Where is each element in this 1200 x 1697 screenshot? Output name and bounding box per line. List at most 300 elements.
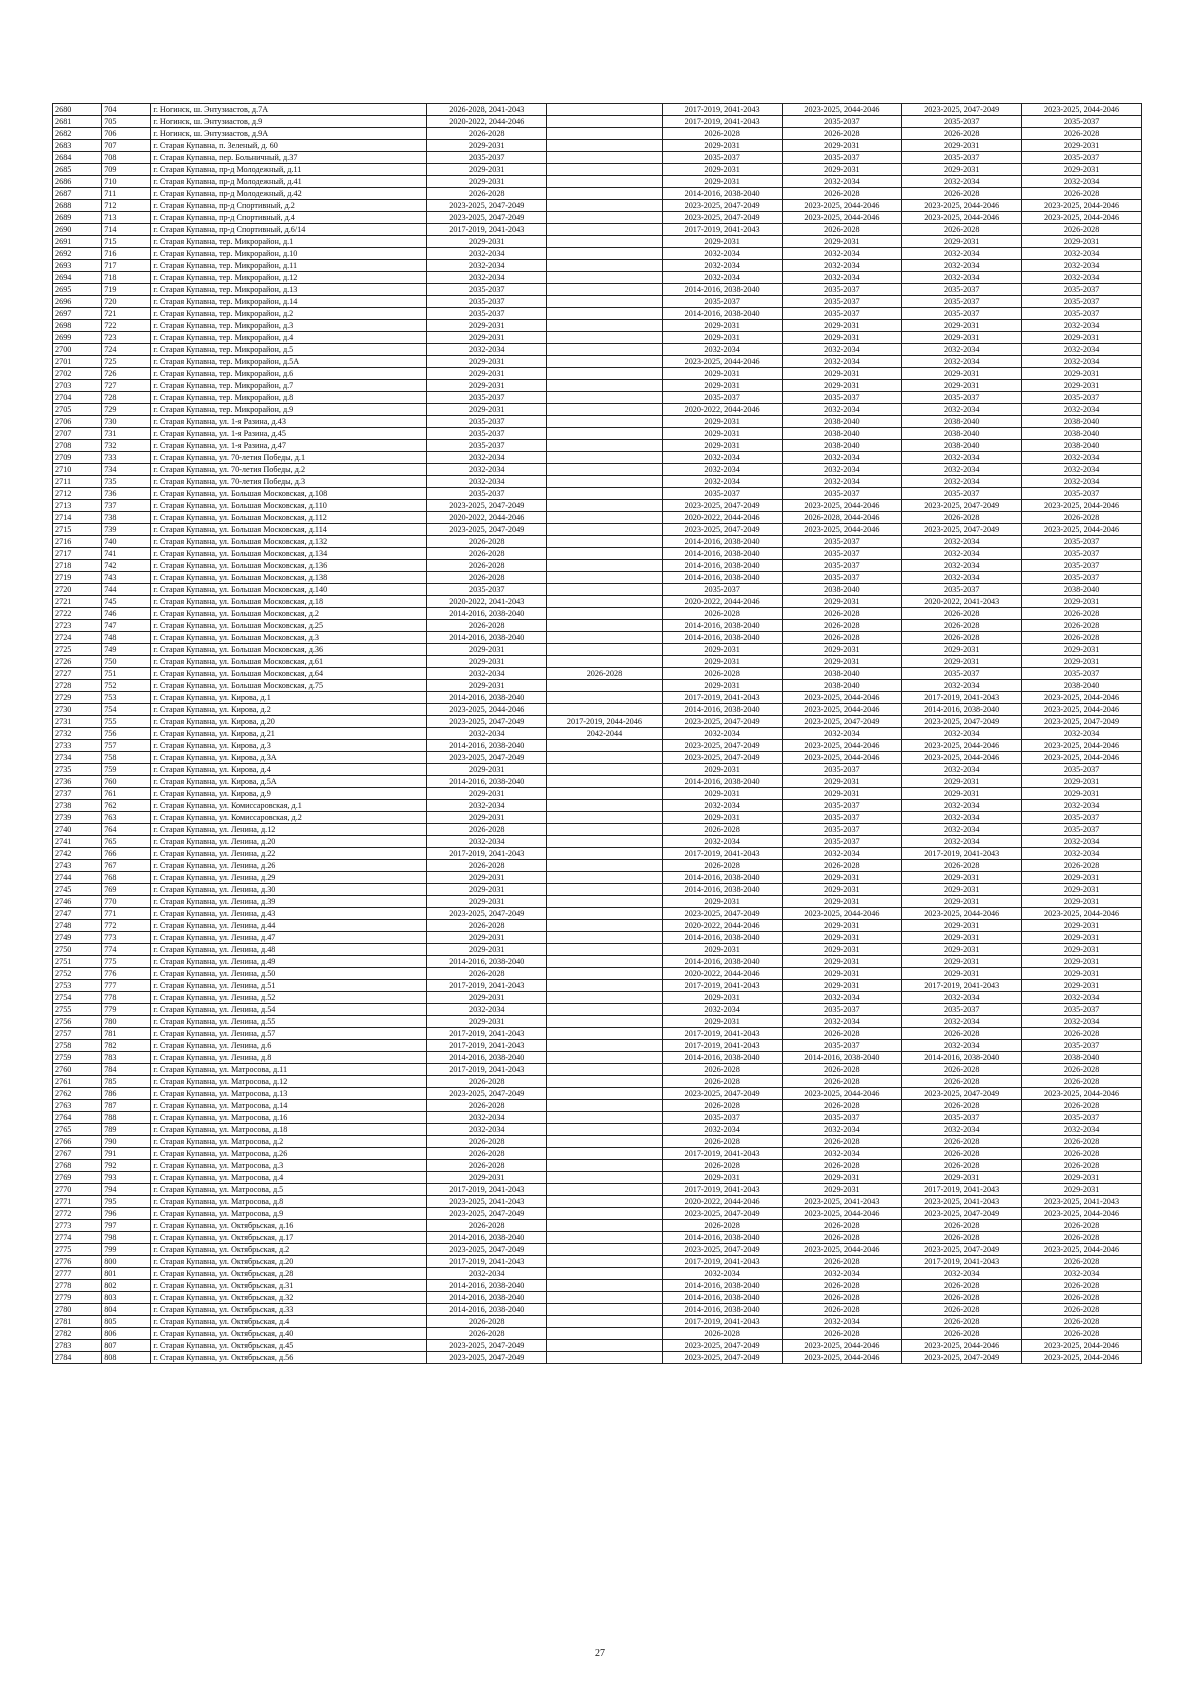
address-cell: г. Старая Купавна, ул. Ленина, д.12	[151, 824, 427, 836]
period-cell-5: 2026-2028	[902, 608, 1022, 620]
period-cell-3: 2026-2028	[662, 1160, 782, 1172]
house-number-cell: 763	[102, 812, 151, 824]
address-cell: г. Старая Купавна, ул. Кирова, д.4	[151, 764, 427, 776]
row-number-cell: 2713	[53, 500, 102, 512]
row-number-cell: 2758	[53, 1040, 102, 1052]
period-cell-1: 2029-2031	[427, 764, 547, 776]
house-number-cell: 793	[102, 1172, 151, 1184]
address-cell: г. Старая Купавна, пр-д Молодежный, д.42	[151, 188, 427, 200]
house-number-cell: 796	[102, 1208, 151, 1220]
row-number-cell: 2709	[53, 452, 102, 464]
period-cell-4: 2035-2037	[782, 284, 902, 296]
period-cell-2	[547, 308, 663, 320]
period-cell-1: 2026-2028	[427, 1100, 547, 1112]
period-cell-5: 2032-2034	[902, 680, 1022, 692]
period-cell-3: 2023-2025, 2047-2049	[662, 1088, 782, 1100]
period-cell-4: 2026-2028	[782, 1028, 902, 1040]
table-row	[53, 308, 1142, 320]
period-cell-5: 2032-2034	[902, 1040, 1022, 1052]
address-cell: г. Старая Купавна, ул. Большая Московская, д.18	[151, 596, 427, 608]
period-cell-1: 2020-2022, 2044-2046	[427, 512, 547, 524]
table-row	[53, 968, 1142, 980]
table-row	[53, 716, 1142, 728]
table-row	[53, 548, 1142, 560]
period-cell-4: 2026-2028	[782, 1136, 902, 1148]
address-cell: г. Старая Купавна, ул. Большая Московская, д.25	[151, 620, 427, 632]
table-row	[53, 476, 1142, 488]
house-number-cell: 717	[102, 260, 151, 272]
period-cell-6: 2026-2028	[1022, 1076, 1142, 1088]
period-cell-2	[547, 1208, 663, 1220]
period-cell-4: 2023-2025, 2044-2046	[782, 740, 902, 752]
table-row	[53, 404, 1142, 416]
house-number-cell: 737	[102, 500, 151, 512]
period-cell-2	[547, 1052, 663, 1064]
period-cell-3: 2014-2016, 2038-2040	[662, 932, 782, 944]
period-cell-6: 2032-2034	[1022, 404, 1142, 416]
house-number-cell: 719	[102, 284, 151, 296]
period-cell-4: 2038-2040	[782, 428, 902, 440]
house-number-cell: 777	[102, 980, 151, 992]
table-row	[53, 776, 1142, 788]
period-cell-2	[547, 1088, 663, 1100]
address-cell: г. Старая Купавна, ул. Октябрьская, д.32	[151, 1292, 427, 1304]
period-cell-3: 2026-2028	[662, 608, 782, 620]
period-cell-4: 2038-2040	[782, 668, 902, 680]
table-row	[53, 332, 1142, 344]
period-cell-4: 2032-2034	[782, 848, 902, 860]
row-number-cell: 2691	[53, 236, 102, 248]
table-row	[53, 1040, 1142, 1052]
house-number-cell: 769	[102, 884, 151, 896]
period-cell-5: 2026-2028	[902, 1328, 1022, 1340]
period-cell-6: 2023-2025, 2044-2046	[1022, 1244, 1142, 1256]
period-cell-4: 2032-2034	[782, 464, 902, 476]
period-cell-1: 2023-2025, 2047-2049	[427, 500, 547, 512]
period-cell-3: 2023-2025, 2047-2049	[662, 524, 782, 536]
row-number-cell: 2710	[53, 464, 102, 476]
period-cell-2	[547, 392, 663, 404]
period-cell-6: 2029-2031	[1022, 1172, 1142, 1184]
period-cell-3: 2032-2034	[662, 272, 782, 284]
period-cell-6: 2029-2031	[1022, 656, 1142, 668]
period-cell-3: 2029-2031	[662, 1016, 782, 1028]
table-row	[53, 992, 1142, 1004]
address-cell: г. Старая Купавна, ул. Ленина, д.55	[151, 1016, 427, 1028]
period-cell-4: 2026-2028	[782, 224, 902, 236]
table-row	[53, 296, 1142, 308]
table-row	[53, 872, 1142, 884]
period-cell-1: 2017-2019, 2041-2043	[427, 1256, 547, 1268]
period-cell-4: 2023-2025, 2044-2046	[782, 200, 902, 212]
period-cell-2	[547, 1064, 663, 1076]
period-cell-5: 2023-2025, 2044-2046	[902, 752, 1022, 764]
period-cell-2	[547, 1220, 663, 1232]
period-cell-5: 2029-2031	[902, 320, 1022, 332]
row-number-cell: 2763	[53, 1100, 102, 1112]
house-number-cell: 783	[102, 1052, 151, 1064]
house-number-cell: 756	[102, 728, 151, 740]
table-row	[53, 824, 1142, 836]
period-cell-4: 2026-2028	[782, 1100, 902, 1112]
house-number-cell: 729	[102, 404, 151, 416]
period-cell-1: 2026-2028	[427, 128, 547, 140]
table-row	[53, 1292, 1142, 1304]
period-cell-2	[547, 1016, 663, 1028]
house-number-cell: 718	[102, 272, 151, 284]
address-cell: г. Старая Купавна, ул. 1-я Разина, д.45	[151, 428, 427, 440]
row-number-cell: 2711	[53, 476, 102, 488]
period-cell-3: 2017-2019, 2041-2043	[662, 1184, 782, 1196]
period-cell-3: 2029-2031	[662, 164, 782, 176]
period-cell-3: 2014-2016, 2038-2040	[662, 1304, 782, 1316]
table-row	[53, 560, 1142, 572]
period-cell-2	[547, 1256, 663, 1268]
period-cell-2	[547, 1316, 663, 1328]
period-cell-1: 2014-2016, 2038-2040	[427, 1232, 547, 1244]
period-cell-5: 2032-2034	[902, 992, 1022, 1004]
period-cell-6: 2035-2037	[1022, 536, 1142, 548]
period-cell-3: 2026-2028	[662, 1064, 782, 1076]
table-row	[53, 1064, 1142, 1076]
house-number-cell: 781	[102, 1028, 151, 1040]
period-cell-4: 2023-2025, 2041-2043	[782, 1196, 902, 1208]
period-cell-1: 2032-2034	[427, 248, 547, 260]
address-cell: г. Старая Купавна, тер. Микрорайон, д.11	[151, 260, 427, 272]
period-cell-4: 2035-2037	[782, 572, 902, 584]
row-number-cell: 2767	[53, 1148, 102, 1160]
address-cell: г. Старая Купавна, ул. Большая Московская, д.140	[151, 584, 427, 596]
house-number-cell: 774	[102, 944, 151, 956]
period-cell-5: 2032-2034	[902, 260, 1022, 272]
table-row	[53, 1160, 1142, 1172]
period-cell-6: 2035-2037	[1022, 572, 1142, 584]
period-cell-5: 2038-2040	[902, 428, 1022, 440]
period-cell-1: 2017-2019, 2041-2043	[427, 224, 547, 236]
period-cell-5: 2032-2034	[902, 812, 1022, 824]
table-row	[53, 176, 1142, 188]
period-cell-6: 2026-2028	[1022, 860, 1142, 872]
address-cell: г. Старая Купавна, пр-д Спортивный, д.6/14	[151, 224, 427, 236]
period-cell-3: 2020-2022, 2044-2046	[662, 404, 782, 416]
period-cell-4: 2026-2028	[782, 1280, 902, 1292]
period-cell-1: 2017-2019, 2041-2043	[427, 848, 547, 860]
period-cell-4: 2035-2037	[782, 152, 902, 164]
period-cell-5: 2029-2031	[902, 644, 1022, 656]
period-cell-6: 2038-2040	[1022, 440, 1142, 452]
period-cell-6: 2032-2034	[1022, 176, 1142, 188]
period-cell-1: 2023-2025, 2041-2043	[427, 1196, 547, 1208]
row-number-cell: 2757	[53, 1028, 102, 1040]
house-number-cell: 744	[102, 584, 151, 596]
row-number-cell: 2724	[53, 632, 102, 644]
table-row	[53, 800, 1142, 812]
house-number-cell: 770	[102, 896, 151, 908]
period-cell-1: 2026-2028	[427, 620, 547, 632]
period-cell-5: 2032-2034	[902, 272, 1022, 284]
period-cell-2	[547, 944, 663, 956]
row-number-cell: 2768	[53, 1160, 102, 1172]
address-cell: г. Старая Купавна, пр-д Спортивный, д.2	[151, 200, 427, 212]
period-cell-2	[547, 1160, 663, 1172]
period-cell-5: 2029-2031	[902, 872, 1022, 884]
period-cell-4: 2023-2025, 2044-2046	[782, 908, 902, 920]
period-cell-6: 2026-2028	[1022, 1148, 1142, 1160]
address-cell: г. Старая Купавна, пр-д Молодежный, д.41	[151, 176, 427, 188]
period-cell-3: 2023-2025, 2044-2046	[662, 356, 782, 368]
period-cell-2	[547, 512, 663, 524]
house-number-cell: 791	[102, 1148, 151, 1160]
period-cell-6: 2035-2037	[1022, 1040, 1142, 1052]
period-cell-5: 2017-2019, 2041-2043	[902, 980, 1022, 992]
period-cell-2	[547, 848, 663, 860]
address-cell: г. Старая Купавна, ул. Матросова, д.2	[151, 1136, 427, 1148]
period-cell-1: 2026-2028	[427, 1316, 547, 1328]
table-row	[53, 656, 1142, 668]
period-cell-5: 2026-2028	[902, 224, 1022, 236]
period-cell-1: 2029-2031	[427, 1172, 547, 1184]
table-row	[53, 764, 1142, 776]
period-cell-3: 2014-2016, 2038-2040	[662, 632, 782, 644]
address-cell: г. Старая Купавна, ул. Матросова, д.26	[151, 1148, 427, 1160]
row-number-cell: 2720	[53, 584, 102, 596]
address-cell: г. Старая Купавна, пер. Больничный, д.37	[151, 152, 427, 164]
period-cell-1: 2014-2016, 2038-2040	[427, 1052, 547, 1064]
period-cell-3: 2029-2031	[662, 1172, 782, 1184]
address-cell: г. Старая Купавна, тер. Микрорайон, д.7	[151, 380, 427, 392]
house-number-cell: 705	[102, 116, 151, 128]
period-cell-5: 2023-2025, 2044-2046	[902, 908, 1022, 920]
house-number-cell: 743	[102, 572, 151, 584]
address-cell: г. Старая Купавна, ул. Ленина, д.50	[151, 968, 427, 980]
row-number-cell: 2707	[53, 428, 102, 440]
house-number-cell: 795	[102, 1196, 151, 1208]
house-number-cell: 784	[102, 1064, 151, 1076]
period-cell-6: 2035-2037	[1022, 296, 1142, 308]
period-cell-3: 2014-2016, 2038-2040	[662, 872, 782, 884]
row-number-cell: 2682	[53, 128, 102, 140]
table-row	[53, 536, 1142, 548]
period-cell-4: 2023-2025, 2044-2046	[782, 704, 902, 716]
row-number-cell: 2694	[53, 272, 102, 284]
address-cell: г. Старая Купавна, ул. Кирова, д.3	[151, 740, 427, 752]
table-row	[53, 104, 1142, 116]
house-number-cell: 712	[102, 200, 151, 212]
table-row	[53, 728, 1142, 740]
period-cell-3: 2035-2037	[662, 584, 782, 596]
period-cell-1: 2026-2028	[427, 1220, 547, 1232]
period-cell-4: 2023-2025, 2044-2046	[782, 1244, 902, 1256]
period-cell-6: 2026-2028	[1022, 620, 1142, 632]
period-cell-5: 2026-2028	[902, 1148, 1022, 1160]
period-cell-1: 2014-2016, 2038-2040	[427, 608, 547, 620]
address-cell: г. Старая Купавна, ул. Комиссаровская, д.2	[151, 812, 427, 824]
period-cell-3: 2017-2019, 2041-2043	[662, 116, 782, 128]
period-cell-6: 2038-2040	[1022, 1052, 1142, 1064]
period-cell-2	[547, 620, 663, 632]
house-number-cell: 732	[102, 440, 151, 452]
row-number-cell: 2737	[53, 788, 102, 800]
address-cell: г. Старая Купавна, пр-д Молодежный, д.11	[151, 164, 427, 176]
period-cell-2	[547, 488, 663, 500]
house-number-cell: 750	[102, 656, 151, 668]
period-cell-5: 2023-2025, 2047-2049	[902, 1244, 1022, 1256]
period-cell-2	[547, 920, 663, 932]
period-cell-1: 2017-2019, 2041-2043	[427, 980, 547, 992]
period-cell-1: 2026-2028	[427, 968, 547, 980]
period-cell-3: 2020-2022, 2044-2046	[662, 1196, 782, 1208]
row-number-cell: 2779	[53, 1292, 102, 1304]
period-cell-3: 2020-2022, 2044-2046	[662, 512, 782, 524]
house-number-cell: 787	[102, 1100, 151, 1112]
period-cell-5: 2032-2034	[902, 764, 1022, 776]
row-number-cell: 2706	[53, 416, 102, 428]
house-number-cell: 788	[102, 1112, 151, 1124]
period-cell-2: 2042-2044	[547, 728, 663, 740]
period-cell-3: 2023-2025, 2047-2049	[662, 500, 782, 512]
period-cell-4: 2032-2034	[782, 344, 902, 356]
address-cell: г. Старая Купавна, ул. Матросова, д.4	[151, 1172, 427, 1184]
house-number-cell: 713	[102, 212, 151, 224]
period-cell-2	[547, 896, 663, 908]
period-cell-4: 2026-2028	[782, 1232, 902, 1244]
period-cell-4: 2035-2037	[782, 1112, 902, 1124]
address-cell: г. Старая Купавна, ул. 70-летия Победы, д.3	[151, 476, 427, 488]
period-cell-1: 2035-2037	[427, 296, 547, 308]
table-row	[53, 1028, 1142, 1040]
row-number-cell: 2751	[53, 956, 102, 968]
period-cell-4: 2029-2031	[782, 164, 902, 176]
row-number-cell: 2776	[53, 1256, 102, 1268]
row-number-cell: 2746	[53, 896, 102, 908]
period-cell-1: 2029-2031	[427, 356, 547, 368]
row-number-cell: 2782	[53, 1328, 102, 1340]
period-cell-5: 2038-2040	[902, 416, 1022, 428]
house-number-cell: 755	[102, 716, 151, 728]
table-row	[53, 524, 1142, 536]
period-cell-4: 2029-2031	[782, 332, 902, 344]
row-number-cell: 2761	[53, 1076, 102, 1088]
schedule-table	[52, 103, 1142, 1364]
period-cell-6: 2026-2028	[1022, 1220, 1142, 1232]
row-number-cell: 2733	[53, 740, 102, 752]
row-number-cell: 2722	[53, 608, 102, 620]
period-cell-6: 2023-2025, 2044-2046	[1022, 908, 1142, 920]
period-cell-5: 2023-2025, 2047-2049	[902, 524, 1022, 536]
row-number-cell: 2764	[53, 1112, 102, 1124]
period-cell-2	[547, 176, 663, 188]
period-cell-1: 2023-2025, 2044-2046	[427, 704, 547, 716]
period-cell-5: 2032-2034	[902, 536, 1022, 548]
period-cell-3: 2032-2034	[662, 1124, 782, 1136]
period-cell-6: 2032-2034	[1022, 248, 1142, 260]
period-cell-2	[547, 320, 663, 332]
period-cell-6: 2026-2028	[1022, 1316, 1142, 1328]
period-cell-2	[547, 200, 663, 212]
period-cell-4: 2029-2031	[782, 140, 902, 152]
period-cell-2	[547, 1148, 663, 1160]
period-cell-3: 2029-2031	[662, 416, 782, 428]
row-number-cell: 2742	[53, 848, 102, 860]
period-cell-2	[547, 536, 663, 548]
row-number-cell: 2759	[53, 1052, 102, 1064]
period-cell-2	[547, 464, 663, 476]
address-cell: г. Старая Купавна, ул. Матросова, д.8	[151, 1196, 427, 1208]
period-cell-5: 2029-2031	[902, 368, 1022, 380]
house-number-cell: 802	[102, 1280, 151, 1292]
period-cell-4: 2032-2034	[782, 1124, 902, 1136]
period-cell-2: 2017-2019, 2044-2046	[547, 716, 663, 728]
period-cell-6: 2029-2031	[1022, 920, 1142, 932]
period-cell-5: 2029-2031	[902, 1172, 1022, 1184]
period-cell-3: 2017-2019, 2041-2043	[662, 1316, 782, 1328]
period-cell-5: 2029-2031	[902, 140, 1022, 152]
house-number-cell: 730	[102, 416, 151, 428]
row-number-cell: 2741	[53, 836, 102, 848]
period-cell-1: 2026-2028	[427, 560, 547, 572]
period-cell-5: 2020-2022, 2041-2043	[902, 596, 1022, 608]
period-cell-1: 2032-2034	[427, 1112, 547, 1124]
period-cell-5: 2026-2028	[902, 620, 1022, 632]
row-number-cell: 2730	[53, 704, 102, 716]
period-cell-3: 2035-2037	[662, 296, 782, 308]
period-cell-3: 2017-2019, 2041-2043	[662, 104, 782, 116]
period-cell-5: 2035-2037	[902, 392, 1022, 404]
period-cell-6: 2026-2028	[1022, 1328, 1142, 1340]
period-cell-6: 2032-2034	[1022, 848, 1142, 860]
row-number-cell: 2749	[53, 932, 102, 944]
period-cell-3: 2014-2016, 2038-2040	[662, 776, 782, 788]
period-cell-3: 2014-2016, 2038-2040	[662, 620, 782, 632]
house-number-cell: 785	[102, 1076, 151, 1088]
period-cell-4: 2029-2031	[782, 788, 902, 800]
period-cell-1: 2026-2028	[427, 548, 547, 560]
period-cell-5: 2029-2031	[902, 956, 1022, 968]
address-cell: г. Старая Купавна, ул. Большая Московская, д.64	[151, 668, 427, 680]
period-cell-2	[547, 140, 663, 152]
period-cell-6: 2026-2028	[1022, 1304, 1142, 1316]
period-cell-3: 2023-2025, 2047-2049	[662, 1244, 782, 1256]
period-cell-3: 2026-2028	[662, 1136, 782, 1148]
period-cell-6: 2029-2031	[1022, 896, 1142, 908]
period-cell-4: 2035-2037	[782, 1040, 902, 1052]
address-cell: г. Старая Купавна, ул. Ленина, д.57	[151, 1028, 427, 1040]
period-cell-3: 2035-2037	[662, 392, 782, 404]
period-cell-5: 2023-2025, 2044-2046	[902, 200, 1022, 212]
address-cell: г. Старая Купавна, ул. Большая Московская, д.134	[151, 548, 427, 560]
row-number-cell: 2736	[53, 776, 102, 788]
period-cell-6: 2029-2031	[1022, 968, 1142, 980]
address-cell: г. Старая Купавна, ул. Кирова, д.2	[151, 704, 427, 716]
period-cell-1: 2032-2034	[427, 836, 547, 848]
address-cell: г. Старая Купавна, ул. Матросова, д.5	[151, 1184, 427, 1196]
period-cell-2	[547, 644, 663, 656]
period-cell-4: 2023-2025, 2044-2046	[782, 1208, 902, 1220]
period-cell-3: 2032-2034	[662, 728, 782, 740]
period-cell-1: 2017-2019, 2041-2043	[427, 1040, 547, 1052]
house-number-cell: 733	[102, 452, 151, 464]
period-cell-4: 2026-2028	[782, 188, 902, 200]
period-cell-6: 2032-2034	[1022, 476, 1142, 488]
table-row	[53, 788, 1142, 800]
period-cell-5: 2035-2037	[902, 152, 1022, 164]
period-cell-5: 2026-2028	[902, 1220, 1022, 1232]
period-cell-6: 2026-2028	[1022, 1136, 1142, 1148]
period-cell-1: 2017-2019, 2041-2043	[427, 1028, 547, 1040]
period-cell-2	[547, 1244, 663, 1256]
row-number-cell: 2770	[53, 1184, 102, 1196]
period-cell-5: 2014-2016, 2038-2040	[902, 704, 1022, 716]
